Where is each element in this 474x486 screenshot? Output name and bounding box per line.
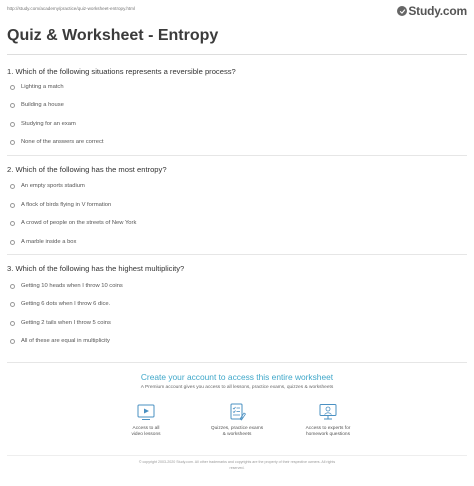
- radio-icon[interactable]: [10, 184, 15, 189]
- divider: [7, 254, 467, 255]
- radio-icon[interactable]: [10, 203, 15, 208]
- footer: [0, 460, 474, 471]
- feature-quizzes: [192, 402, 282, 438]
- answer-option[interactable]: [10, 82, 64, 92]
- question-1: [7, 67, 467, 145]
- cta-subtitle: A Premium account gives you access to all lessons, practice exams, quizzes & worksheets: [140, 385, 334, 390]
- logo-wordmark: Study.com: [408, 4, 467, 18]
- radio-icon[interactable]: [10, 103, 15, 108]
- radio-icon[interactable]: [10, 140, 15, 145]
- option-label: All of these are equal in multiplicity: [21, 338, 110, 344]
- feature-experts: [283, 402, 373, 438]
- answer-option[interactable]: [10, 237, 76, 247]
- feature-label: video lessons: [131, 432, 161, 437]
- option-label: Getting 6 dots when I throw 6 dice.: [21, 301, 111, 307]
- question-3: [7, 264, 467, 344]
- answer-option[interactable]: [10, 318, 111, 328]
- divider: [7, 54, 467, 55]
- browser-header: [7, 4, 467, 18]
- answer-option[interactable]: [10, 336, 110, 346]
- question-2: [7, 165, 467, 245]
- copyright-text: reserved.: [229, 465, 245, 470]
- video-icon: [101, 402, 191, 422]
- page-url[interactable]: http://study.com/academy/practice/quiz-worksheet-entropy.html: [7, 6, 135, 11]
- option-label: A flock of birds flying in V formation: [21, 202, 112, 208]
- answer-option[interactable]: [10, 181, 85, 191]
- option-label: Getting 10 heads when I throw 10 coins: [21, 283, 123, 289]
- feature-label: Access to all: [132, 426, 160, 431]
- question-text: 1. Which of the following situations represents a reversible process?: [7, 67, 236, 76]
- page-title: Quiz & Worksheet - Entropy: [7, 27, 219, 44]
- option-label: A marble inside a box: [21, 239, 77, 245]
- expert-icon: [283, 402, 373, 422]
- question-text: 3. Which of the following has the highest multiplicity?: [7, 264, 185, 273]
- answer-option[interactable]: [10, 281, 123, 291]
- radio-icon[interactable]: [10, 302, 15, 307]
- copyright-text: © copyright 2003-2020 Study.com. All other trademarks and copyrights are the property of their respective owners. All rights: [138, 460, 336, 464]
- option-label: Lighting a match: [21, 84, 64, 90]
- option-label: An empty sports stadium: [21, 183, 85, 189]
- answer-option[interactable]: [10, 119, 76, 129]
- option-label: Getting 2 tails when I throw 5 coins: [21, 320, 111, 326]
- question-text: 2. Which of the following has the most entropy?: [7, 165, 167, 174]
- radio-icon[interactable]: [10, 221, 15, 226]
- answer-option[interactable]: [10, 100, 64, 110]
- radio-icon[interactable]: [10, 85, 15, 90]
- radio-icon[interactable]: [10, 339, 15, 344]
- answer-option[interactable]: [10, 137, 103, 147]
- divider: [7, 362, 467, 363]
- radio-icon[interactable]: [10, 122, 15, 127]
- feature-label: homework questions: [306, 432, 350, 437]
- radio-icon[interactable]: [10, 321, 15, 326]
- radio-icon[interactable]: [10, 284, 15, 289]
- option-label: Studying for an exam: [21, 121, 76, 127]
- divider: [7, 455, 467, 456]
- option-label: Building a house: [21, 102, 64, 108]
- study-logo[interactable]: [397, 4, 467, 18]
- feature-label: Access to experts for: [305, 426, 351, 431]
- feature-label: Quizzes, practice exams: [210, 426, 264, 431]
- feature-video-lessons: [101, 402, 191, 438]
- option-label: A crowd of people on the streets of New York: [21, 220, 137, 226]
- checkmark-icon: [397, 6, 407, 16]
- radio-icon[interactable]: [10, 240, 15, 245]
- answer-option[interactable]: [10, 200, 111, 210]
- worksheet-icon: [192, 402, 282, 422]
- answer-option[interactable]: [10, 299, 110, 309]
- feature-label: & worksheets: [222, 432, 252, 437]
- cta-title[interactable]: Create your account to access this entire worksheet: [140, 372, 334, 382]
- option-label: None of the answers are correct: [21, 139, 104, 145]
- answer-option[interactable]: [10, 218, 136, 228]
- divider: [7, 155, 467, 156]
